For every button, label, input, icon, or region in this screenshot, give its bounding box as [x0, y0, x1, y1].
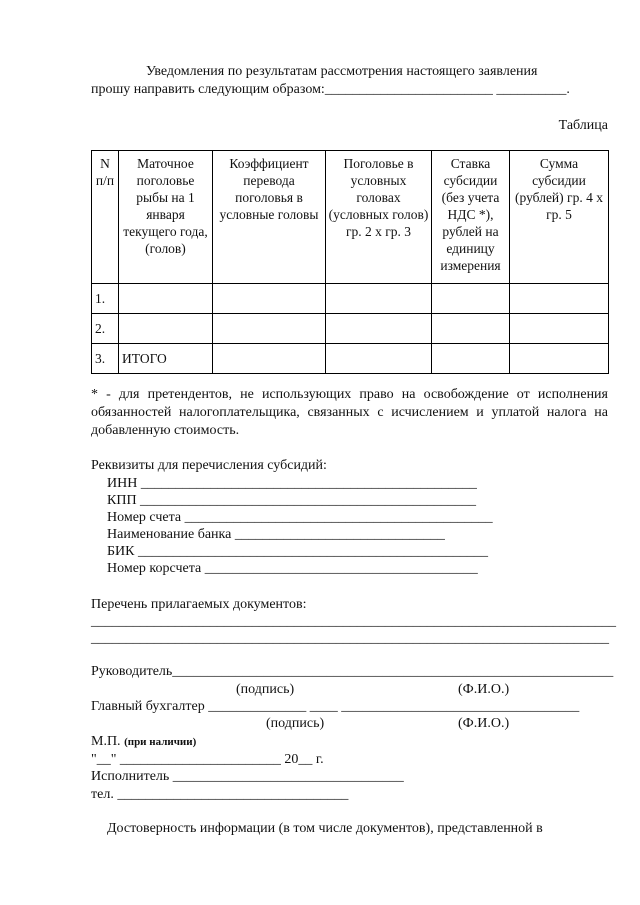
- intro-line-2: прошу направить следующим образом:________________________ __________.: [91, 82, 570, 97]
- stamp-note: (при наличии): [124, 736, 197, 748]
- executor-line: Исполнитель _________________________________: [91, 769, 404, 784]
- requisites-title: Реквизиты для перечисления субсидий:: [91, 458, 327, 473]
- stamp-label: М.П.: [91, 734, 121, 749]
- fio-label: (Ф.И.О.): [458, 682, 510, 697]
- table-cell: [213, 344, 326, 374]
- corr-account-field: Номер корсчета _______________________________________: [107, 561, 478, 576]
- head-signature-line: Руководитель_______________________________________________________________: [91, 664, 614, 679]
- bank-field: Наименование банка ______________________________: [107, 527, 445, 542]
- fio-label: (Ф.И.О.): [458, 716, 510, 731]
- account-field: Номер счета ____________________________________________: [107, 510, 493, 525]
- table-cell: [432, 344, 510, 374]
- footnote: * - для претендентов, не использующих право на освобождение от исполнения обязанностей налогоплательщика, связанных с исчислением и уплатой налога на добавленную стоимость.: [91, 387, 608, 438]
- documents-title: Перечень прилагаемых документов:: [91, 597, 307, 612]
- table-cell: [213, 284, 326, 314]
- signature-label: (подпись): [236, 682, 295, 697]
- header-cell-conditional-heads: Поголовье в условных головах (условных голов) гр. 2 х гр. 3: [326, 151, 432, 284]
- table-row-total: [92, 344, 609, 374]
- stamp-place: [91, 734, 196, 750]
- table-cell: [510, 344, 609, 374]
- accountant-signature-line: Главный бухгалтер ______________ ____ __________________________________: [91, 699, 580, 714]
- table-cell: 1.: [92, 284, 119, 314]
- intro-line-1: Уведомления по результатам рассмотрения настоящего заявления: [146, 64, 538, 79]
- documents-line-2: __________________________________________________________________________: [91, 631, 609, 646]
- date-line: "__" _______________________ 20__ г.: [91, 752, 324, 767]
- table-cell: [510, 284, 609, 314]
- header-cell-sum: Сумма субсидии (рублей) гр. 4 х гр. 5: [510, 151, 609, 284]
- table-cell: [326, 344, 432, 374]
- phone-line: тел. _________________________________: [91, 787, 349, 802]
- signature-label: (подпись): [266, 716, 325, 731]
- table-cell: 2.: [92, 314, 119, 344]
- table-cell: [432, 314, 510, 344]
- table-cell: [119, 284, 213, 314]
- closing-text: Достоверность информации (в том числе документов), представленной в: [107, 821, 543, 836]
- table-cell: [510, 314, 609, 344]
- bik-field: БИК __________________________________________________: [107, 544, 488, 559]
- table-row: [92, 314, 609, 344]
- documents-line-1: ___________________________________________________________________________: [91, 614, 616, 629]
- subsidy-table: [91, 150, 609, 374]
- table-cell: [213, 314, 326, 344]
- header-cell-rate: Ставка субсидии (без учета НДС *), рублей на единицу измерения: [432, 151, 510, 284]
- table-cell: [326, 314, 432, 344]
- kpp-field: КПП ________________________________________________: [107, 493, 477, 508]
- header-cell-fish-stock: Маточное поголовье рыбы на 1 января текущего года, (голов): [119, 151, 213, 284]
- header-cell-number: N п/п: [92, 151, 119, 284]
- table-cell: 3.: [92, 344, 119, 374]
- inn-field: ИНН ________________________________________________: [107, 476, 477, 491]
- table-cell: [326, 284, 432, 314]
- header-cell-coefficient: Коэффициент перевода поголовья в условные головы: [213, 151, 326, 284]
- table-label: Таблица: [558, 118, 608, 133]
- table-cell: [432, 284, 510, 314]
- table-header-row: [92, 151, 609, 284]
- table-cell: [119, 314, 213, 344]
- table-cell: ИТОГО: [119, 344, 213, 374]
- table-row: [92, 284, 609, 314]
